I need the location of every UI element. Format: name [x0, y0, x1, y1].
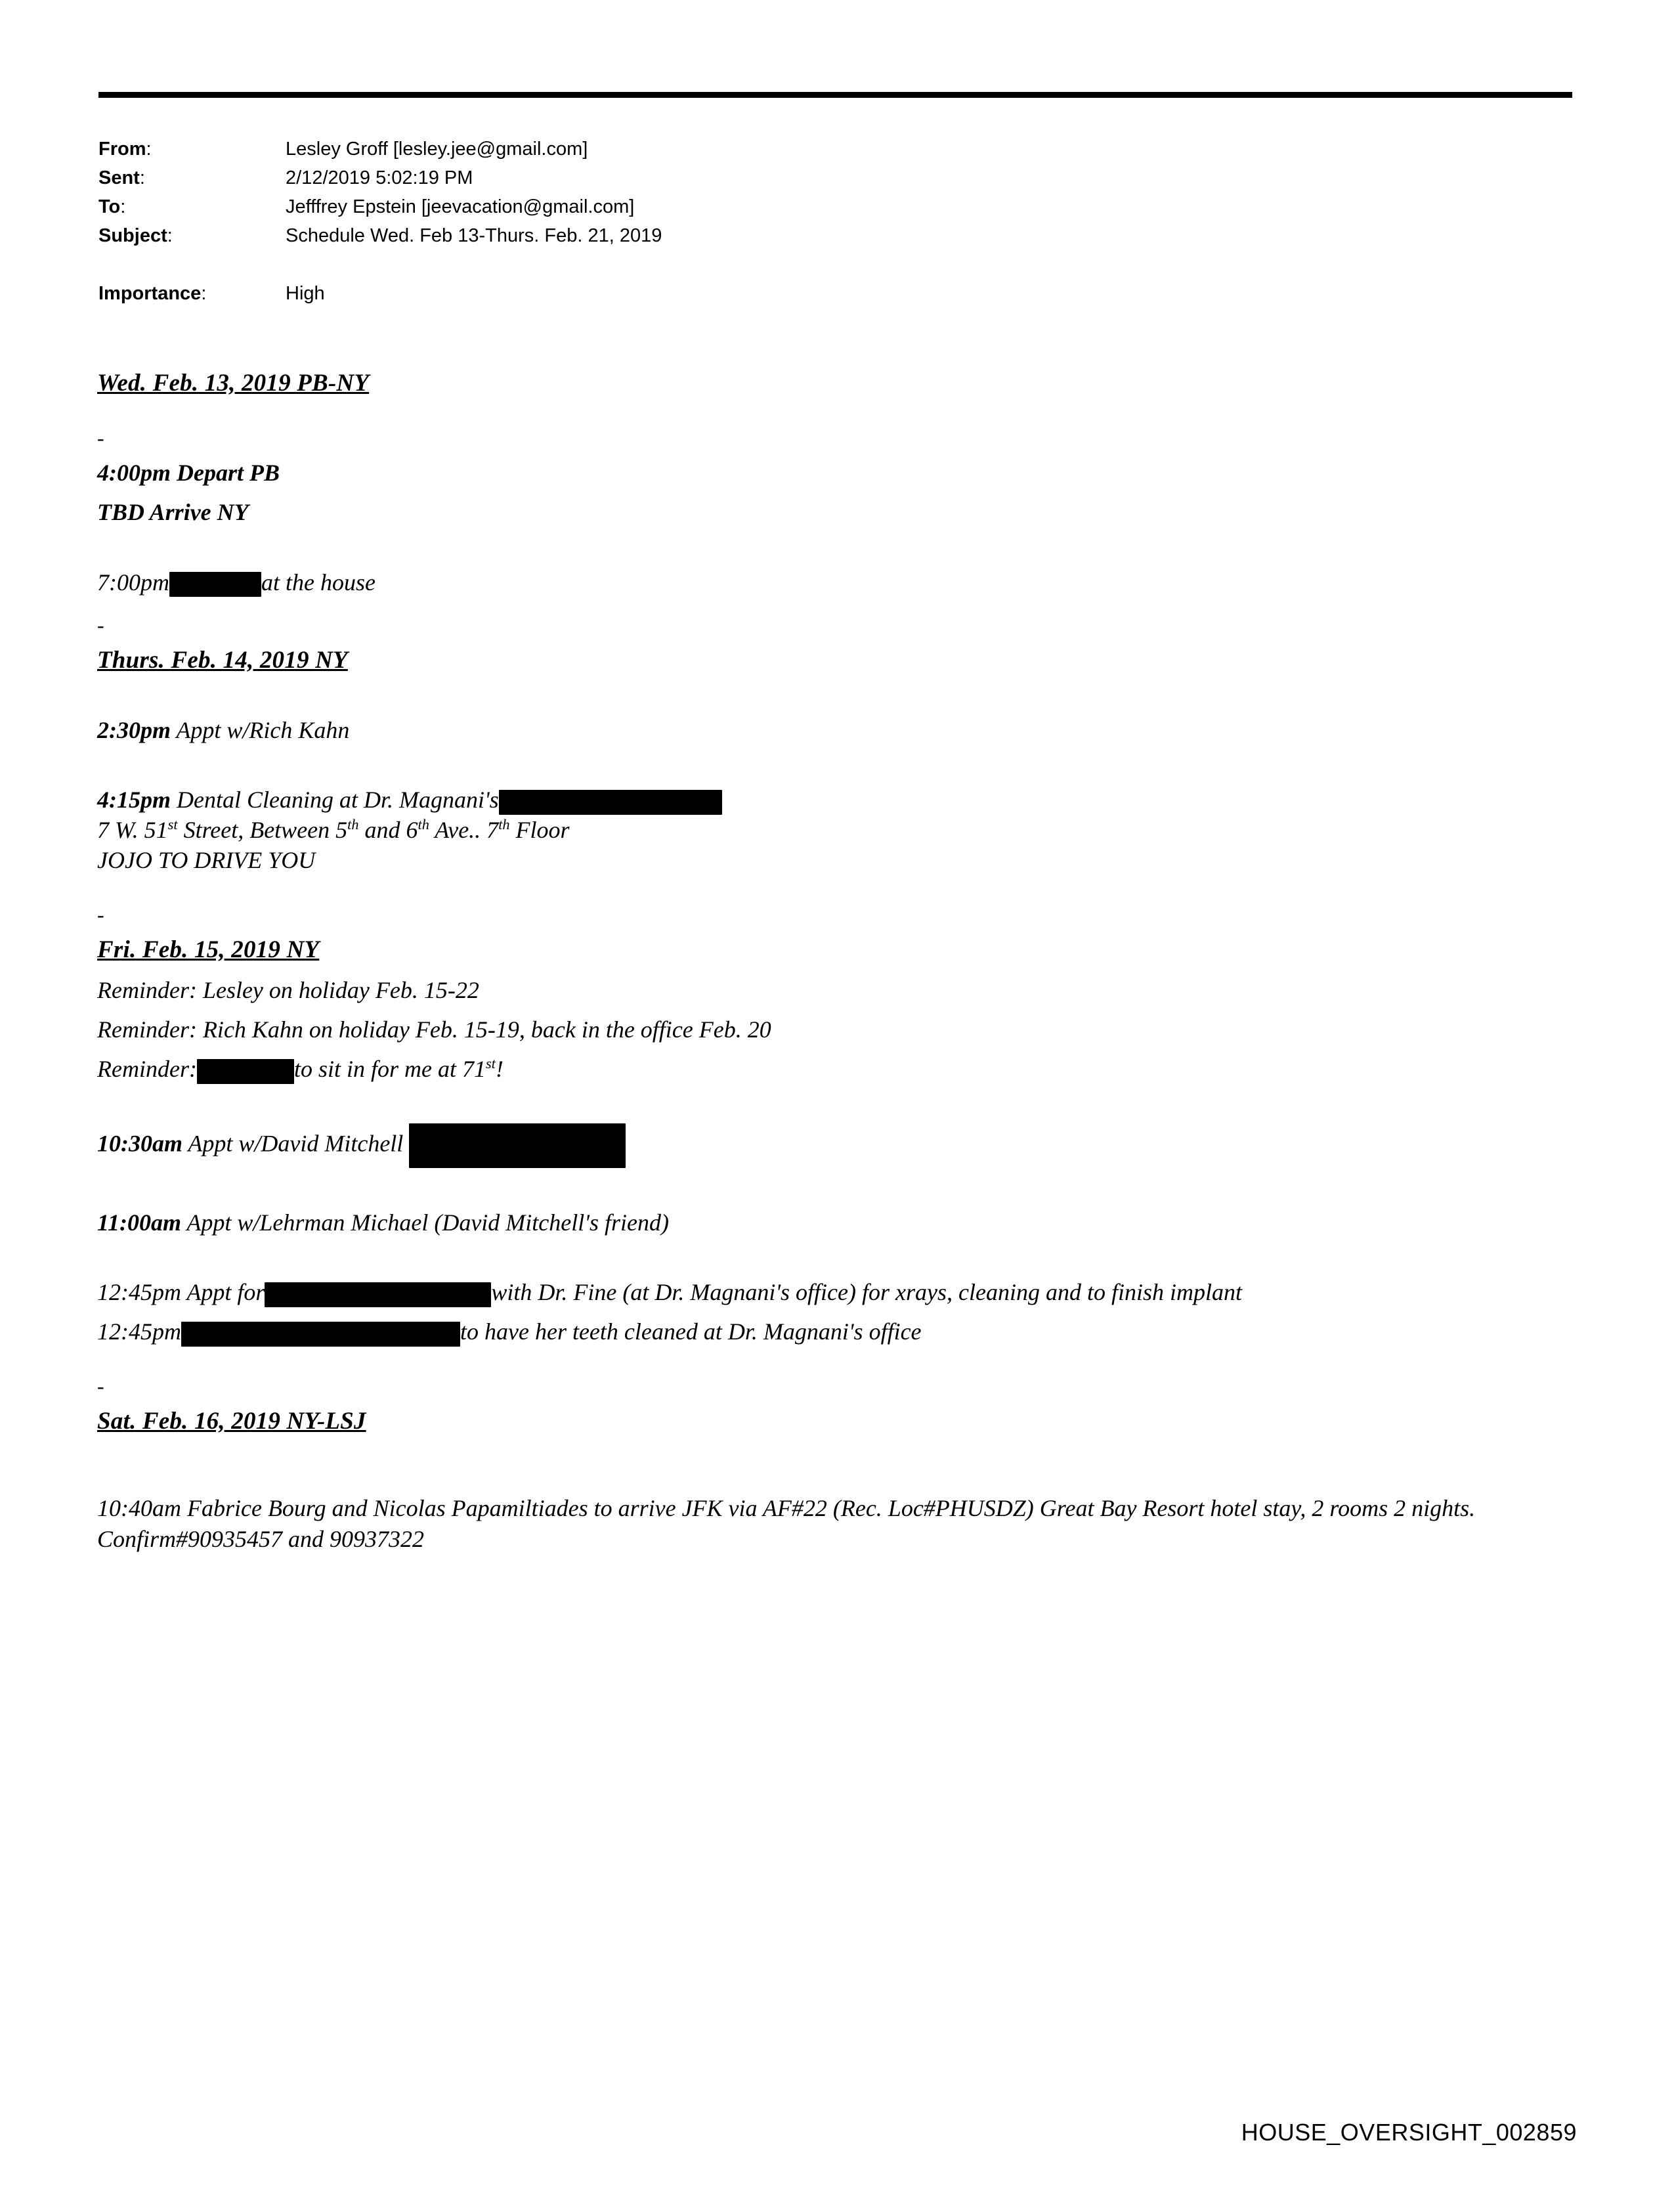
day-heading-thurs-feb-14: Thurs. Feb. 14, 2019 NY	[97, 646, 348, 674]
separator-dash-2: -	[97, 613, 104, 637]
evening-house-line	[97, 567, 1574, 597]
header-row-sent	[98, 163, 1572, 192]
header-label-sent: Sent:	[98, 167, 145, 188]
address-part-d: Ave.. 7	[429, 817, 499, 844]
redaction-box	[169, 572, 261, 597]
address-sup-d: th	[498, 816, 510, 833]
header-rule	[98, 92, 1572, 98]
email-body	[97, 368, 1574, 1554]
header-row-from	[98, 135, 1572, 163]
appt-text-rich-kahn: Appt w/Rich Kahn	[176, 716, 350, 743]
address-sup-b: th	[347, 816, 359, 833]
address-sup-c: th	[418, 816, 429, 833]
appt-text-lehrman-michael: Appt w/Lehrman Michael (David Mitchell's friend)	[186, 1209, 669, 1236]
evening-text: at the house	[261, 569, 376, 596]
driver-note-line: JOJO TO DRIVE YOU	[97, 847, 316, 874]
appt-time-1100am: 11:00am	[97, 1209, 182, 1236]
depart-pb-line: 4:00pm Depart PB	[97, 460, 280, 487]
appointment-rich-kahn	[97, 715, 1574, 745]
evening-time: 7:00pm	[97, 569, 169, 596]
appointment-dental-cleaning	[97, 785, 1574, 815]
header-label-sent-text: Sent	[98, 167, 140, 188]
header-label-to: To:	[98, 196, 126, 217]
appt-time-1030am: 10:30am	[97, 1130, 182, 1157]
header-label-importance-text: Importance	[98, 283, 202, 304]
bates-number: HOUSE_OVERSIGHT_002859	[1241, 2119, 1577, 2146]
appt-time-415pm: 4:15pm	[97, 787, 171, 813]
redaction-box	[409, 1123, 626, 1168]
appointment-david-mitchell	[97, 1123, 1574, 1168]
redaction-box	[265, 1282, 491, 1307]
day-heading-fri-feb-15: Fri. Feb. 15, 2019 NY	[97, 936, 320, 964]
header-label-importance: Importance:	[98, 283, 207, 304]
appt-text-david-mitchell: Appt w/David Mitchell	[188, 1130, 404, 1157]
header-value-sent: 2/12/2019 5:02:19 PM	[286, 167, 473, 188]
header-value-importance: High	[286, 283, 325, 304]
appt3-post: with Dr. Fine (at Dr. Magnani's office) for xrays, cleaning and to finish implant	[491, 1278, 1242, 1305]
redaction-box	[499, 790, 722, 815]
address-part-c: and 6	[358, 817, 418, 844]
address-part-a: 7 W. 51	[97, 817, 168, 844]
redaction-box	[197, 1059, 294, 1084]
separator-dash-3: -	[97, 903, 104, 927]
email-header	[98, 135, 1572, 308]
appt4-post: to have her teeth cleaned at Dr. Magnani's office	[460, 1318, 922, 1345]
appointment-dr-fine	[97, 1277, 1574, 1307]
reminder3-post-a: to sit in for me at 71	[293, 1055, 486, 1082]
redaction-box	[181, 1322, 460, 1347]
arrive-ny-line: TBD Arrive NY	[97, 499, 249, 526]
header-value-subject: Schedule Wed. Feb 13-Thurs. Feb. 21, 2019	[286, 225, 662, 246]
address-sup-a: st	[167, 816, 178, 833]
reminder-rich-kahn-holiday: Reminder: Rich Kahn on holiday Feb. 15-19, back in the office Feb. 20	[97, 1016, 771, 1043]
day-heading-sat-feb-16: Sat. Feb. 16, 2019 NY-LSJ	[97, 1408, 366, 1435]
appointment-lehrman-michael	[97, 1207, 1574, 1238]
header-label-from-text: From	[98, 139, 146, 160]
separator-dash-1: -	[97, 426, 104, 450]
header-label-to-text: To	[98, 196, 121, 217]
appt3-pre: 12:45pm Appt for	[97, 1278, 265, 1305]
reminder3-pre: Reminder:	[97, 1055, 197, 1082]
arrival-jfk-line: 10:40am Fabrice Bourg and Nicolas Papamiltiades to arrive JFK via AF#22 (Rec. Loc#PHUSDZ) Great Bay Resort hotel stay, 2 rooms 2 nights. Confirm#90935457 and 90937322	[97, 1495, 1476, 1552]
header-label-subject-text: Subject	[98, 225, 167, 246]
address-part-b: Street, Between 5	[177, 817, 348, 844]
header-row-to	[98, 192, 1572, 221]
reminder-sit-in-71st	[97, 1054, 1574, 1084]
header-label-subject: Subject:	[98, 225, 173, 246]
appt4-pre: 12:45pm	[97, 1318, 181, 1345]
address-part-e: Floor	[509, 817, 570, 844]
reminder3-post-b: !	[495, 1055, 504, 1082]
reminder-lesley-holiday: Reminder: Lesley on holiday Feb. 15-22	[97, 976, 479, 1003]
header-value-to: Jefffrey Epstein [jeevacation@gmail.com]	[286, 196, 635, 217]
dental-address-line	[97, 815, 1574, 845]
appointment-teeth-cleaning	[97, 1316, 1574, 1347]
header-value-from: Lesley Groff [lesley.jee@gmail.com]	[286, 139, 588, 160]
header-label-from: From:	[98, 139, 152, 160]
separator-dash-4: -	[97, 1374, 104, 1399]
header-row-subject	[98, 221, 1572, 250]
reminder3-post-sup: st	[485, 1054, 496, 1072]
appt-time-230pm: 2:30pm	[97, 716, 171, 743]
header-row-importance	[98, 279, 1572, 308]
day-heading-wed-feb-13: Wed. Feb. 13, 2019 PB-NY	[97, 370, 370, 397]
appt-text-dental: Dental Cleaning at Dr. Magnani's	[177, 787, 499, 813]
